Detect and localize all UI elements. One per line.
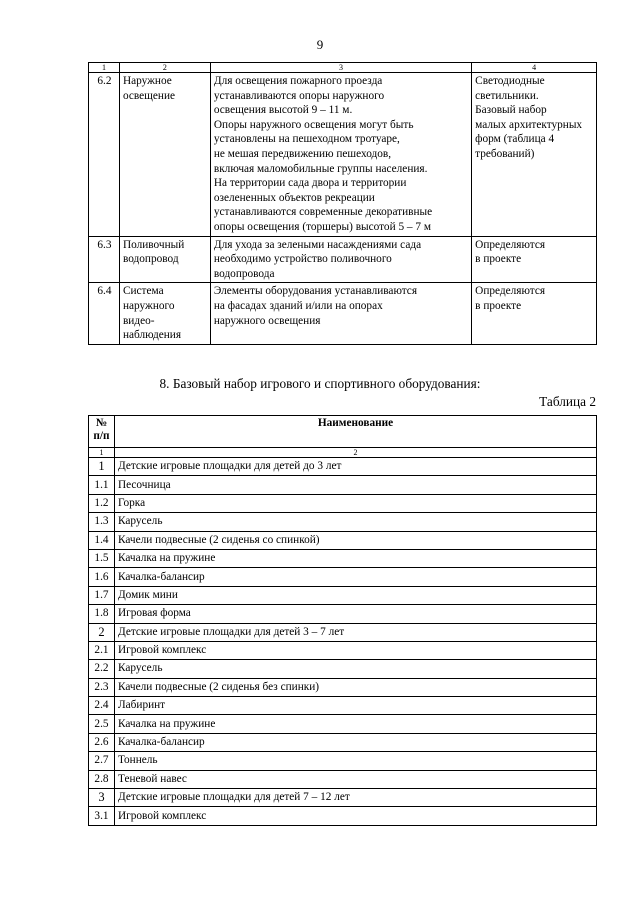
list-item: [89, 531, 597, 549]
section-heading: 8. Базовый набор игрового и спортивного оборудования:: [159, 376, 481, 391]
item-name: Качели подвесные (2 сиденья без спинки): [114, 678, 596, 696]
item-name: Тоннель: [114, 752, 596, 770]
table-row: [89, 283, 597, 344]
row-description: [210, 283, 471, 344]
item-number: 1.7: [89, 586, 115, 604]
row-name: [119, 73, 210, 237]
item-number: 2.6: [89, 733, 115, 751]
text-line: Определяются: [475, 285, 546, 298]
text-line: включая маломобильные группы населения.: [213, 162, 428, 175]
column-numbers-row: [89, 448, 597, 458]
list-item: [89, 697, 597, 715]
item-name: Качалка-балансир: [114, 568, 596, 586]
list-item: [89, 715, 597, 733]
list-item: [89, 660, 597, 678]
item-number: 2.8: [89, 770, 115, 788]
page-number: 9: [316, 37, 324, 52]
list-item: [89, 752, 597, 770]
item-number: 1.6: [89, 568, 115, 586]
equipment-table-header-row: [89, 416, 597, 448]
text-line: освещения высотой 9 – 11 м.: [213, 104, 353, 117]
column-number: 1: [89, 63, 120, 73]
text-line: не мешая передвижению пешеходов,: [213, 147, 392, 160]
item-name: Игровой комплекс: [114, 641, 596, 659]
row-description: [210, 236, 471, 283]
row-name: [119, 283, 210, 344]
text-line: Поливочный: [122, 238, 185, 251]
group-row: [89, 623, 597, 641]
item-name: Качалка на пружине: [114, 715, 596, 733]
row-requirement: [472, 283, 597, 344]
text-line: Опоры наружного освещения могут быть: [213, 118, 414, 131]
item-name: Качалка на пружине: [114, 549, 596, 567]
item-name: Игровая форма: [114, 605, 596, 623]
item-name: Песочница: [114, 476, 596, 494]
header-number: [89, 416, 115, 448]
text-line: форм (таблица 4: [475, 133, 555, 146]
list-item: [89, 733, 597, 751]
item-number: 2.2: [89, 660, 115, 678]
list-item: [89, 641, 597, 659]
item-number: 1: [89, 458, 115, 476]
list-item: [89, 568, 597, 586]
column-numbers-row: [89, 63, 597, 73]
requirements-table: [88, 62, 597, 345]
equipment-table: [88, 415, 597, 826]
text-line: Базовый набор: [475, 104, 547, 117]
column-number: 1: [89, 448, 115, 458]
item-name: Лабиринт: [114, 697, 596, 715]
row-number: 6.4: [89, 283, 120, 344]
item-name: Игровой комплекс: [114, 807, 596, 825]
item-name: Домик мини: [114, 586, 596, 604]
text-line: Для ухода за зелеными насаждениями сада: [213, 238, 422, 251]
column-number: 3: [210, 63, 471, 73]
item-name: Карусель: [114, 660, 596, 678]
list-item: [89, 770, 597, 788]
text-line: водопровод: [122, 253, 179, 266]
list-item: [89, 494, 597, 512]
item-number: 2.1: [89, 641, 115, 659]
text-line: наружного: [122, 299, 175, 312]
text-line: устанавливаются современные декоративные: [213, 206, 433, 219]
text-line: освещение: [122, 89, 175, 102]
text-line: озелененных объектов рекреации: [213, 191, 375, 204]
row-number: 6.2: [89, 73, 120, 237]
header-name: Наименование: [114, 416, 596, 448]
row-requirement: [472, 73, 597, 237]
item-name: Качалка-балансир: [114, 733, 596, 751]
text-line: требований): [475, 147, 535, 160]
column-number: 2: [119, 63, 210, 73]
item-name: Теневой навес: [114, 770, 596, 788]
text-line: Для освещения пожарного проезда: [213, 75, 383, 87]
list-item: [89, 605, 597, 623]
item-number: 1.8: [89, 605, 115, 623]
item-name: Детские игровые площадки для детей 7 – 12 лет: [114, 789, 596, 807]
item-number: 1.1: [89, 476, 115, 494]
item-name: Детские игровые площадки для детей 3 – 7 лет: [114, 623, 596, 641]
list-item: [89, 586, 597, 604]
list-item: [89, 807, 597, 825]
group-row: [89, 789, 597, 807]
item-name: Карусель: [114, 513, 596, 531]
text-line: в проекте: [475, 299, 522, 312]
row-name: [119, 236, 210, 283]
group-row: [89, 458, 597, 476]
item-number: 1.5: [89, 549, 115, 567]
item-number: 2.5: [89, 715, 115, 733]
text-line: малых архитектурных: [475, 118, 583, 131]
text-line: в проекте: [475, 253, 522, 266]
list-item: [89, 513, 597, 531]
item-name: Детские игровые площадки для детей до 3 лет: [114, 458, 596, 476]
text-line: Система: [122, 285, 164, 298]
row-number: 6.3: [89, 236, 120, 283]
requirements-table-body: [89, 63, 597, 345]
text-line: наблюдения: [122, 329, 182, 342]
text-line: Элементы оборудования устанавливаются: [213, 285, 418, 298]
text-line: Определяются: [475, 238, 546, 251]
table-row: [89, 73, 597, 237]
text-line: на фасадах зданий и/или на опорах: [213, 299, 383, 312]
item-number: 1.3: [89, 513, 115, 531]
text-line: Наружное: [122, 75, 172, 87]
item-number: 2.7: [89, 752, 115, 770]
list-item: [89, 476, 597, 494]
item-name: Горка: [114, 494, 596, 512]
table-caption: Таблица 2: [539, 394, 596, 409]
text-line: светильники.: [475, 89, 539, 102]
item-number: 1.2: [89, 494, 115, 512]
text-line: установлены на пешеходном тротуаре,: [213, 133, 400, 146]
item-number: 2.3: [89, 678, 115, 696]
row-requirement: [472, 236, 597, 283]
item-number: 3.1: [89, 807, 115, 825]
item-number: 1.4: [89, 531, 115, 549]
text-line: Светодиодные: [475, 75, 545, 87]
text-line: устанавливаются опоры наружного: [213, 89, 385, 102]
item-number: 2.4: [89, 697, 115, 715]
text-line: необходимо устройство поливочного: [213, 253, 392, 266]
item-number: 3: [89, 789, 115, 807]
list-item: [89, 678, 597, 696]
column-number: 4: [472, 63, 597, 73]
text-line: наружного освещения: [213, 314, 321, 327]
text-line: На территории сада двора и территории: [213, 177, 407, 190]
table-row: [89, 236, 597, 283]
row-description: [210, 73, 471, 237]
item-number: 2: [89, 623, 115, 641]
list-item: [89, 549, 597, 567]
text-line: видео-: [122, 314, 155, 327]
item-name: Качели подвесные (2 сиденья со спинкой): [114, 531, 596, 549]
text-line: водопровода: [213, 267, 275, 280]
equipment-table-body: [89, 448, 597, 826]
column-number: 2: [114, 448, 596, 458]
header-number-line: №: [95, 417, 108, 429]
text-line: опоры освещения (торшеры) высотой 5 – 7 м: [213, 220, 432, 233]
header-number-line: п/п: [93, 430, 110, 442]
